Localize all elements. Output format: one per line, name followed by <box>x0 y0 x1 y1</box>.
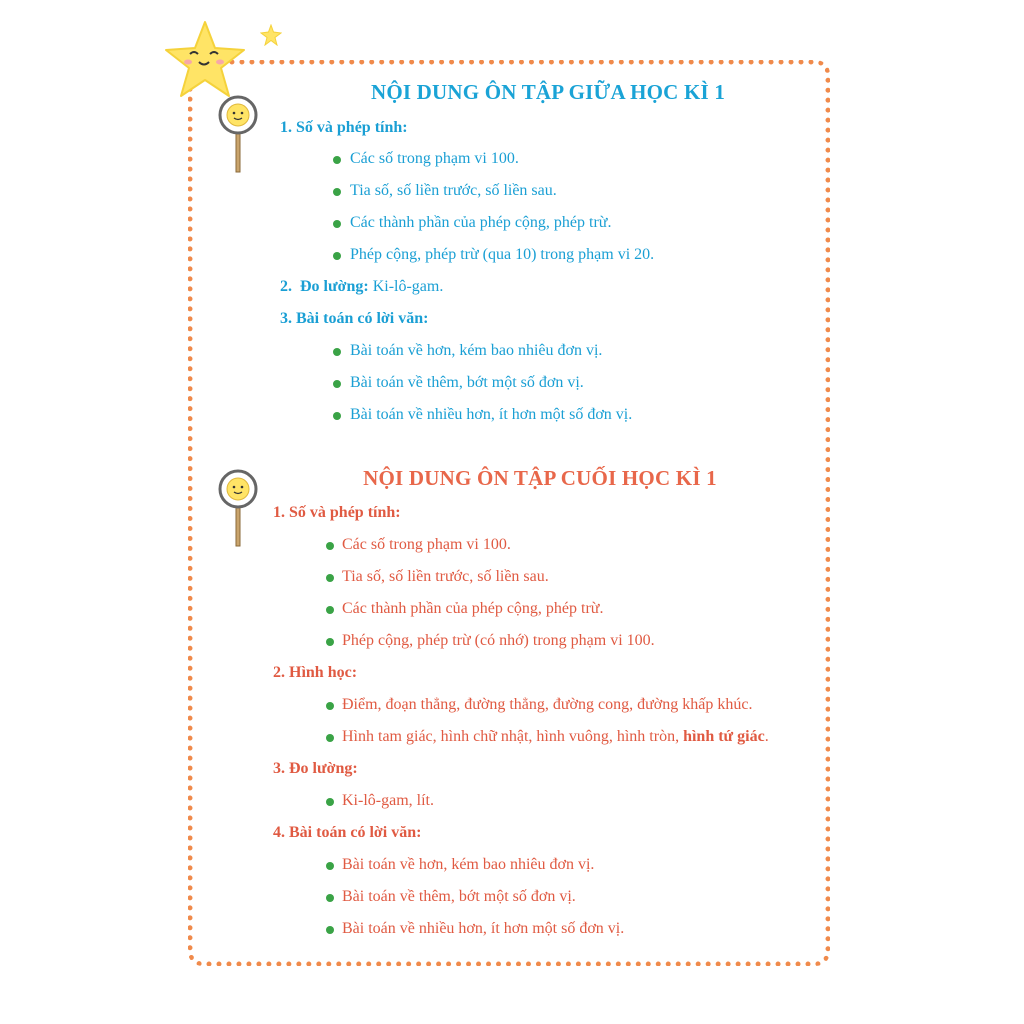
list-item: Các số trong phạm vi 100. <box>350 150 519 167</box>
list-item: Tia số, số liền trước, số liền sau. <box>350 182 557 199</box>
list-item: Bài toán về thêm, bớt một số đơn vị. <box>342 888 576 905</box>
list-item: Các số trong phạm vi 100. <box>342 536 511 553</box>
sparkle-icon <box>260 24 282 46</box>
section2-heading-4: 4. Bài toán có lời văn: <box>273 824 422 841</box>
bullet-icon <box>326 798 334 806</box>
list-item: Ki-lô-gam, lít. <box>342 792 434 809</box>
bullet-icon <box>326 894 334 902</box>
bullet-icon <box>333 380 341 388</box>
bullet-icon <box>326 734 334 742</box>
bullet-icon <box>333 252 341 260</box>
list-item: Bài toán về hơn, kém bao nhiêu đơn vị. <box>342 856 595 873</box>
list-item: Bài toán về thêm, bớt một số đơn vị. <box>350 374 584 391</box>
list-item: Tia số, số liền trước, số liền sau. <box>342 568 549 585</box>
section1-heading-3: 3. Bài toán có lời văn: <box>280 310 429 327</box>
list-item: Điểm, đoạn thẳng, đường thẳng, đường cong, đường khấp khúc. <box>342 696 753 713</box>
bullet-icon <box>326 574 334 582</box>
list-item: Các thành phần của phép cộng, phép trừ. <box>342 600 604 617</box>
bullet-icon <box>333 156 341 164</box>
list-item-end: . <box>764 728 769 745</box>
section2-heading-1: 1. Số và phép tính: <box>273 504 401 521</box>
bullet-icon <box>326 926 334 934</box>
heading-label: Đo lường: <box>300 278 369 295</box>
bullet-icon <box>333 188 341 196</box>
section1-title: NỘI DUNG ÔN TẬP GIỮA HỌC KÌ 1 <box>370 80 726 104</box>
section1-heading-2 <box>280 277 443 297</box>
section2-title: NỘI DUNG ÔN TẬP CUỐI HỌC KÌ 1 <box>363 466 717 490</box>
bullet-icon <box>333 348 341 356</box>
bullet-icon <box>326 702 334 710</box>
heading-number: 2. <box>280 278 292 295</box>
list-item: Bài toán về nhiều hơn, ít hơn một số đơn vị. <box>342 920 625 937</box>
list-item: Các thành phần của phép cộng, phép trừ. <box>350 214 612 231</box>
bullet-icon <box>326 638 334 646</box>
heading-value: Ki-lô-gam. <box>368 278 444 295</box>
bullet-icon <box>333 412 341 420</box>
bullet-icon <box>326 862 334 870</box>
list-item: Phép cộng, phép trừ (qua 10) trong phạm vi 20. <box>350 246 655 263</box>
lollipop-icon <box>216 94 260 174</box>
list-item: Bài toán về hơn, kém bao nhiêu đơn vị. <box>350 342 603 359</box>
list-item <box>342 727 769 747</box>
list-item: Phép cộng, phép trừ (có nhớ) trong phạm vi 100. <box>342 632 655 649</box>
bullet-icon <box>326 606 334 614</box>
bullet-icon <box>326 542 334 550</box>
section2-heading-2: 2. Hình học: <box>273 664 358 681</box>
list-item-bold-text: hình tứ giác <box>683 728 765 745</box>
list-item-text: Hình tam giác, hình chữ nhật, hình vuông, hình tròn, <box>342 728 684 745</box>
section2-heading-3: 3. Đo lường: <box>273 760 358 777</box>
list-item: Bài toán về nhiều hơn, ít hơn một số đơn vị. <box>350 406 633 423</box>
section1-heading-1: 1. Số và phép tính: <box>280 119 408 136</box>
bullet-icon <box>333 220 341 228</box>
